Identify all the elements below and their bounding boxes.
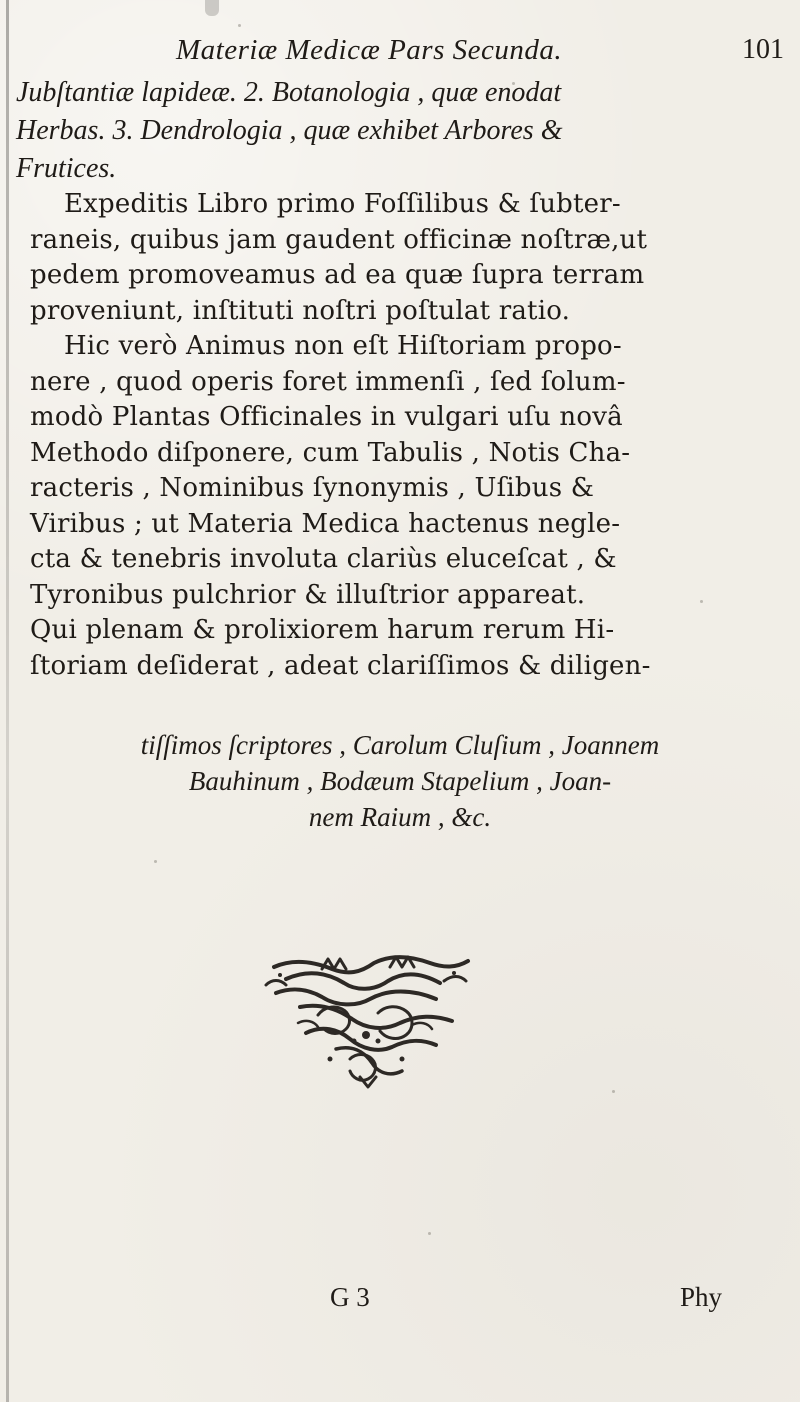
paragraph-line: Expeditis Libro primo Foſſilibus & ſubter- xyxy=(64,189,621,219)
paragraph-line: Viribus ; ut Materia Medica hactenus negle- xyxy=(30,508,621,539)
page-number: 101 xyxy=(742,34,784,65)
paper-speck xyxy=(154,860,157,863)
paragraph-line: ſtoriam deſiderat , adeat clariſſimos & diligen- xyxy=(30,650,651,681)
body-paragraphs xyxy=(30,187,780,684)
decorative-ornament xyxy=(258,951,476,1093)
closing-line: nem Raium , &c. xyxy=(308,802,492,832)
paper-speck xyxy=(612,1090,615,1093)
running-head xyxy=(0,34,800,74)
paper-speck xyxy=(700,600,703,603)
paragraph-line: Hic verò Animus non eſt Hiſtoriam propo- xyxy=(64,331,622,361)
intro-lines xyxy=(16,74,776,188)
paragraph-line: proveniunt, inſtituti noſtri poſtulat ratio. xyxy=(30,295,571,326)
paragraph-line: raneis, quibus jam gaudent officinæ noſtræ,ut xyxy=(30,224,648,255)
signature-mark: G 3 xyxy=(330,1282,370,1312)
intro-line: Jubſtantiæ lapideæ. 2. Botanologia , quæ enodat xyxy=(16,77,562,108)
paragraph-line: Tyronibus pulchrior & illuſtrior appareat. xyxy=(30,579,586,610)
paper-speck xyxy=(512,82,515,85)
catchword: Phy xyxy=(680,1282,723,1312)
closing-lines xyxy=(0,727,800,835)
paragraph-line: pedem promoveamus ad ea quæ ſupra terram xyxy=(30,260,645,290)
closing-line: tiſſimos ſcriptores , Carolum Cluſium , Joannem xyxy=(140,730,660,760)
paragraph-line: nere , quod operis foret immenſi , ſed ſolum- xyxy=(30,366,626,397)
paragraph-line: Qui plenam & prolixiorem harum rerum Hi- xyxy=(30,615,615,645)
left-margin-rule xyxy=(6,0,9,1402)
intro-line: Herbas. 3. Dendrologia , quæ exhibet Arbores & xyxy=(16,115,563,146)
page-footer xyxy=(0,1282,800,1322)
paper-speck xyxy=(428,1232,431,1235)
top-ink-mark xyxy=(205,0,219,16)
paragraph-line: modò Plantas Officinales in vulgari uſu novâ xyxy=(30,402,623,432)
paragraph-line: cta & tenebris involuta clariùs eluceſcat , & xyxy=(30,544,617,574)
paper-speck xyxy=(238,24,241,27)
paragraph-line: racteris , Nominibus ſynonymis , Uſibus & xyxy=(30,473,595,503)
intro-line: Frutices. xyxy=(16,153,117,184)
closing-line: Bauhinum , Bodæum Stapelium , Joan- xyxy=(188,766,612,796)
running-title: Materiæ Medicæ Pars Secunda. xyxy=(176,34,563,66)
paragraph-line: Methodo diſponere, cum Tabulis , Notis Cha- xyxy=(30,437,631,468)
